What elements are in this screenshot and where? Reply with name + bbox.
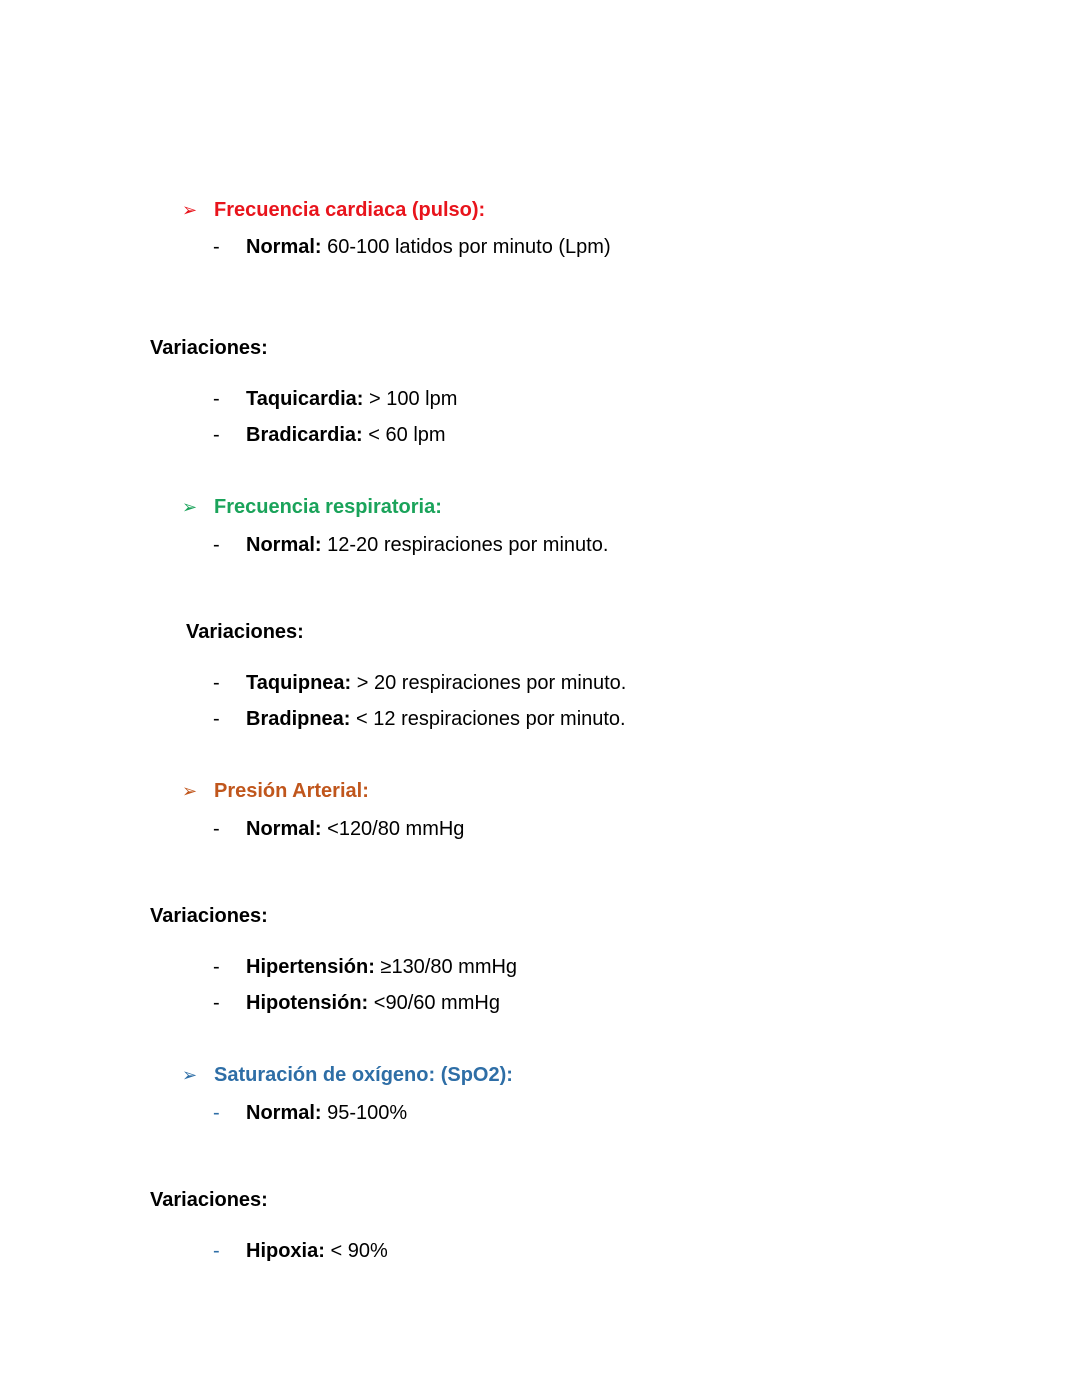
variation-value: < 60 lpm [362, 424, 446, 446]
variation-label: Hipotensión: [246, 992, 369, 1014]
variation-value: > 100 lpm [363, 388, 458, 410]
variation-label: Hipertensión: [246, 956, 375, 978]
normal-label: Normal: [246, 236, 322, 258]
variations-label: Variaciones: [150, 337, 268, 359]
normal-label: Normal: [246, 1102, 322, 1124]
variation-label: Hipoxia: [246, 1240, 325, 1262]
variation-item [246, 672, 626, 695]
variations-label: Variaciones: [150, 1189, 268, 1211]
section-heading-oxygen-saturation: Saturación de oxígeno: (SpO2): [214, 1064, 513, 1086]
arrow-bullet-icon: ➢ [182, 781, 198, 801]
normal-value: 60-100 latidos por minuto (Lpm) [321, 236, 611, 258]
normal-label: Normal: [246, 818, 322, 840]
variation-label: Bradicardia: [246, 424, 363, 446]
arrow-bullet-icon: ➢ [182, 497, 198, 517]
variation-item [246, 708, 626, 731]
variation-value: ≥130/80 mmHg [374, 956, 518, 978]
section-heading-respiratory-rate: Frecuencia respiratoria: [214, 496, 442, 518]
normal-label: Normal: [246, 534, 322, 556]
variation-label: Taquicardia: [246, 388, 364, 410]
section-heading-blood-pressure: Presión Arterial: [214, 780, 369, 802]
normal-value: 95-100% [321, 1102, 408, 1124]
normal-range [246, 1102, 407, 1125]
variation-label: Bradipnea: [246, 708, 351, 730]
normal-range [246, 534, 608, 557]
variation-value: < 12 respiraciones por minuto. [350, 708, 626, 730]
dash-bullet: - [213, 956, 220, 978]
dash-bullet: - [213, 388, 220, 410]
dash-bullet: - [213, 534, 220, 556]
variation-item [246, 992, 500, 1015]
variation-value: < 90% [324, 1240, 388, 1262]
dash-bullet: - [213, 708, 220, 730]
variation-item [246, 1240, 388, 1263]
variations-label: Variaciones: [150, 905, 268, 927]
dash-bullet: - [213, 236, 220, 258]
normal-value: 12-20 respiraciones por minuto. [321, 534, 609, 556]
normal-value: <120/80 mmHg [321, 818, 465, 840]
dash-bullet: - [213, 1240, 220, 1262]
arrow-bullet-icon: ➢ [182, 200, 198, 220]
variation-value: <90/60 mmHg [368, 992, 500, 1014]
dash-bullet: - [213, 672, 220, 694]
normal-range [246, 236, 611, 259]
arrow-bullet-icon: ➢ [182, 1065, 198, 1085]
variations-label: Variaciones: [186, 621, 304, 643]
dash-bullet: - [213, 1102, 220, 1124]
variation-item [246, 956, 517, 979]
variation-value: > 20 respiraciones por minuto. [351, 672, 627, 694]
section-heading-heart-rate: Frecuencia cardiaca (pulso): [214, 199, 486, 221]
variation-label: Taquipnea: [246, 672, 352, 694]
variation-item [246, 388, 457, 411]
dash-bullet: - [213, 818, 220, 840]
dash-bullet: - [213, 424, 220, 446]
dash-bullet: - [213, 992, 220, 1014]
normal-range [246, 818, 464, 841]
variation-item [246, 424, 446, 447]
